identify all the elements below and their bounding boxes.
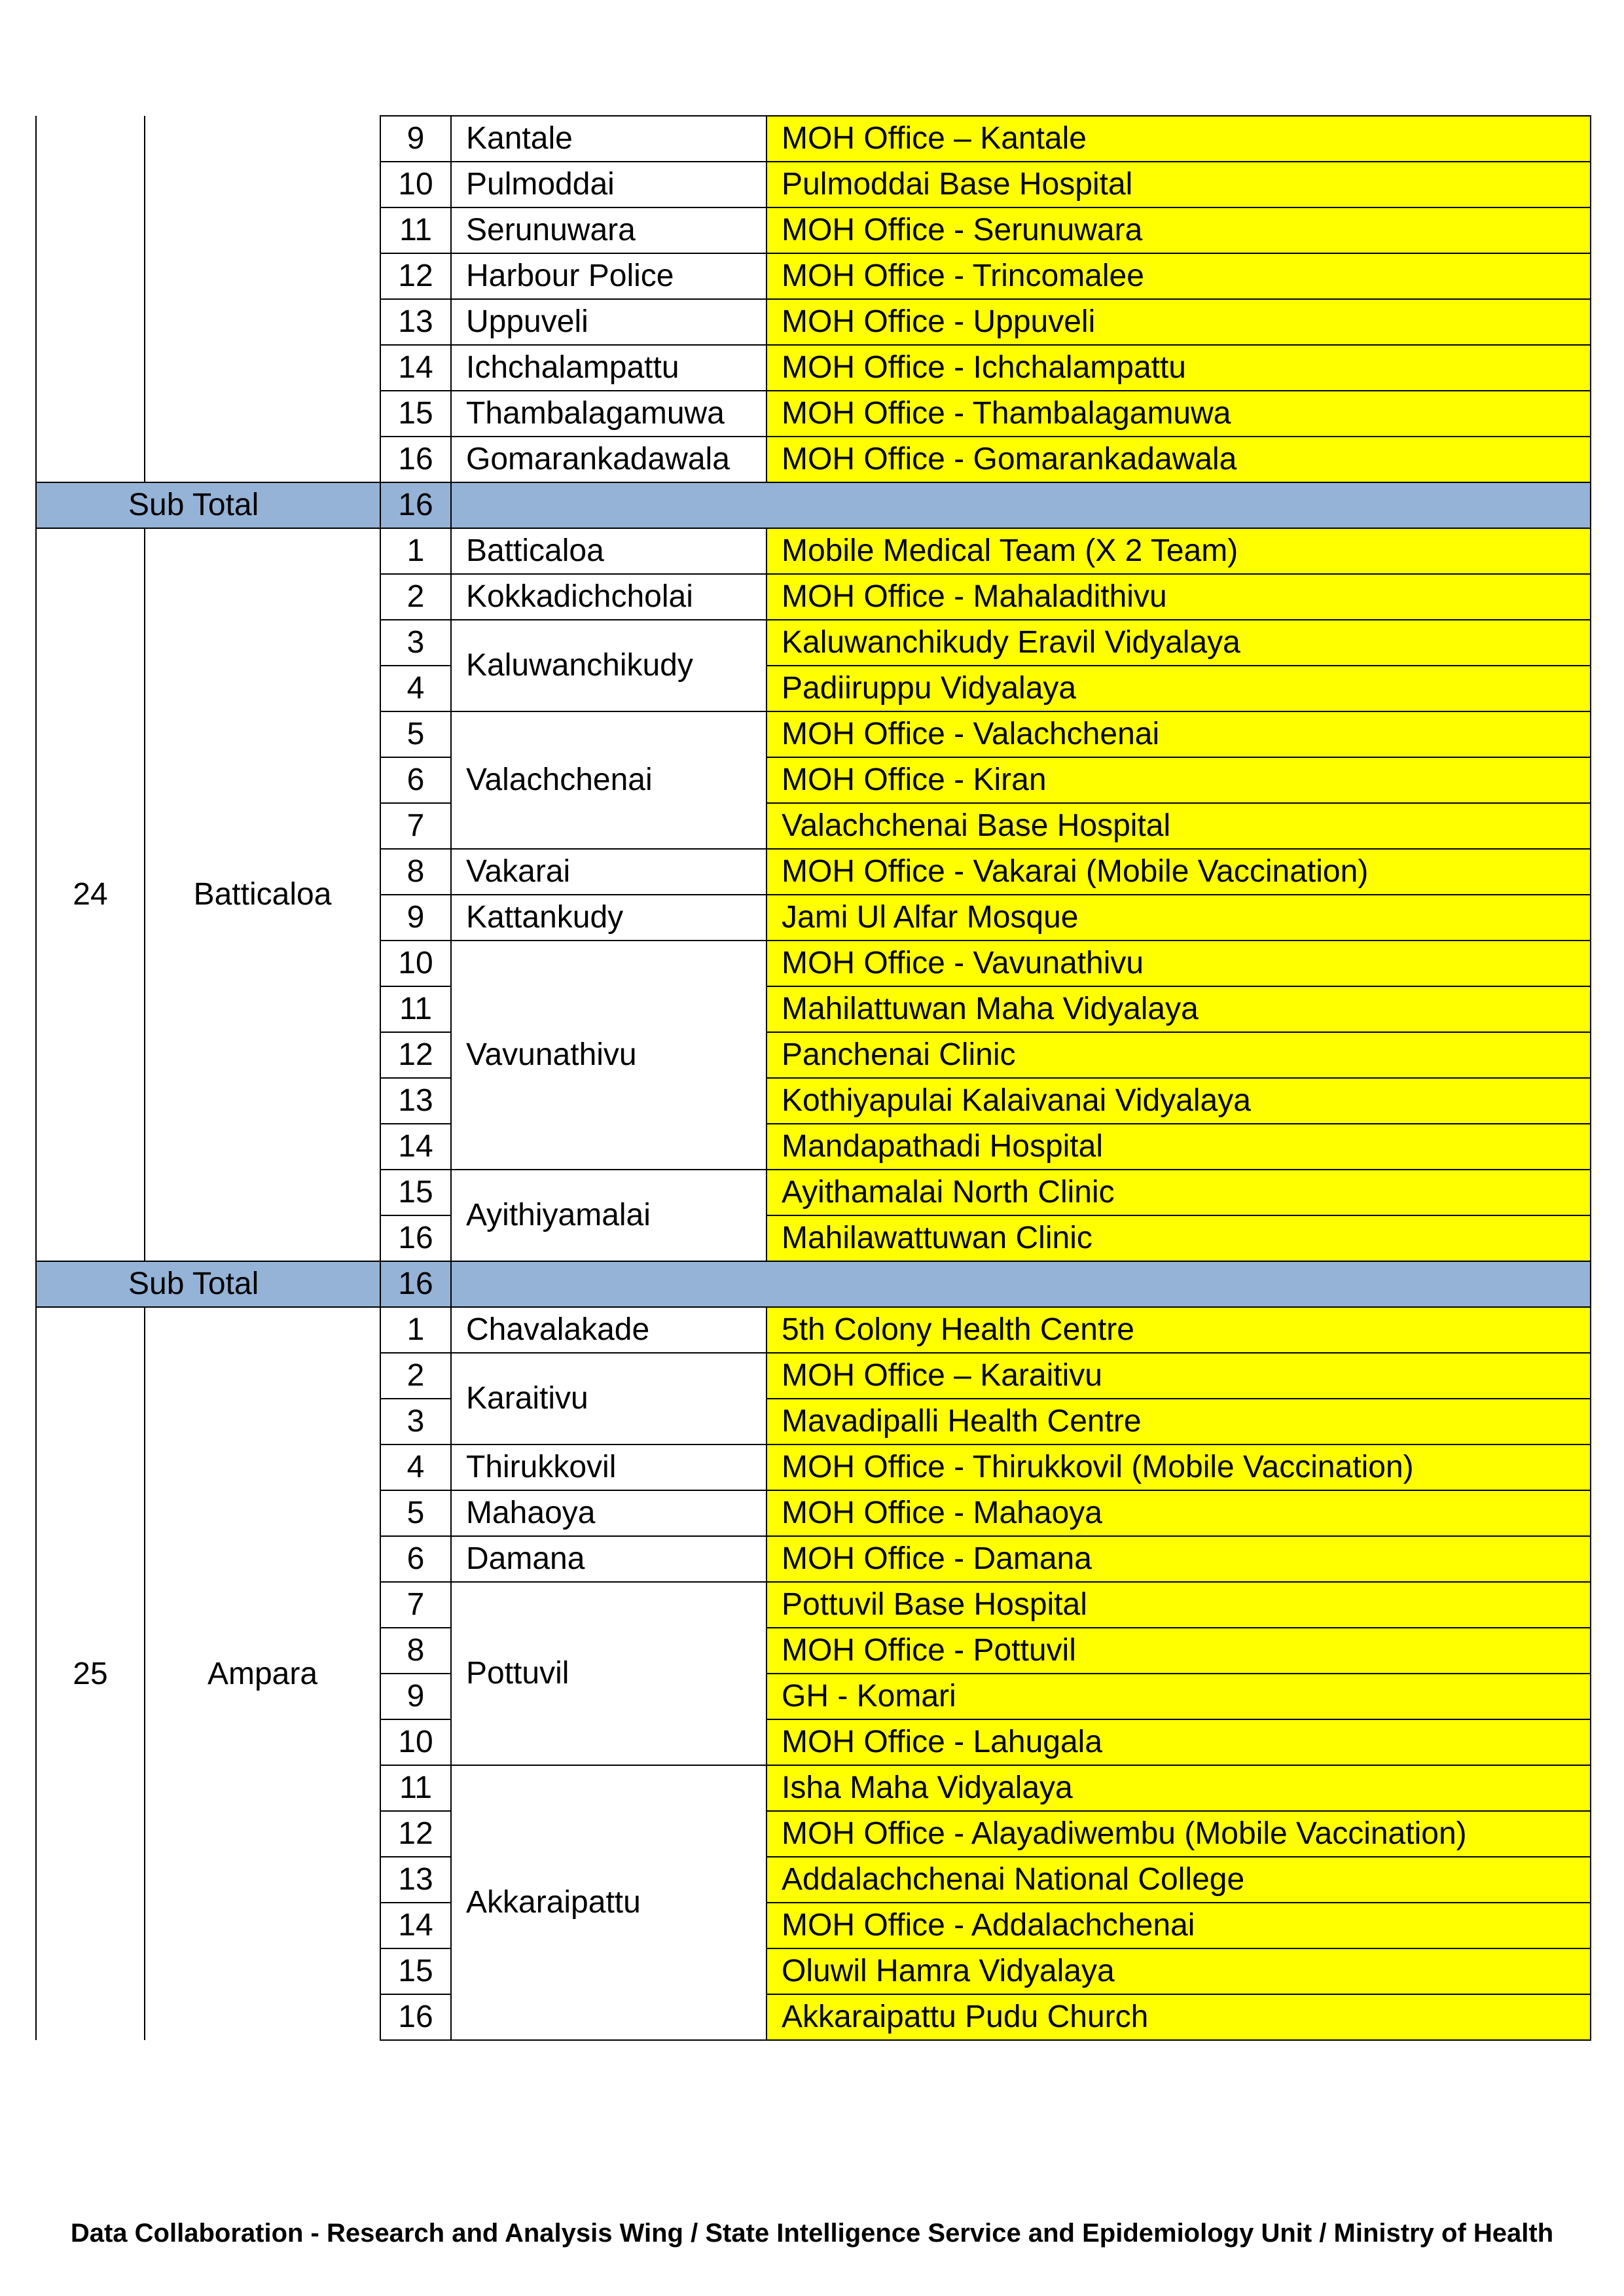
page-footer: Data Collaboration - Research and Analysis Wing / State Intelligence Service and Epidemiology Unit / Ministry of Health [70,2219,1554,2248]
site-number: 6 [380,757,451,803]
vaccination-site: MOH Office - Gomarankadawala [767,437,1591,482]
site-number: 2 [380,574,451,620]
vaccination-site: MOH Office - Pottuvil [767,1628,1591,1674]
table-row [36,528,1591,574]
vaccination-site: Ayithamalai North Clinic [767,1170,1591,1215]
moh-area: Mahaoya [451,1490,767,1536]
vaccination-site: MOH Office – Karaitivu [767,1353,1591,1399]
vaccination-site: MOH Office - Damana [767,1536,1591,1582]
moh-area: Kantale [451,116,767,162]
table-row [36,116,1591,162]
site-number: 15 [380,391,451,437]
site-number: 15 [380,1948,451,1994]
district-name: Batticaloa [145,528,380,1261]
site-number: 14 [380,1903,451,1948]
subtotal-value: 16 [380,1261,451,1307]
site-number: 7 [380,1582,451,1628]
moh-area: Pottuvil [451,1582,767,1765]
vaccination-site: MOH Office - Uppuveli [767,299,1591,345]
site-number: 13 [380,1857,451,1903]
site-number: 2 [380,1353,451,1399]
subtotal-row [36,482,1591,528]
vaccination-site: Valachchenai Base Hospital [767,803,1591,849]
site-number: 15 [380,1170,451,1215]
vaccination-site: Padiiruppu Vidyalaya [767,666,1591,711]
site-number: 1 [380,1307,451,1353]
site-number: 4 [380,666,451,711]
vaccination-site: MOH Office - Mahaladithivu [767,574,1591,620]
moh-area: Gomarankadawala [451,437,767,482]
site-number: 12 [380,1811,451,1857]
vaccination-site: Kothiyapulai Kalaivanai Vidyalaya [767,1078,1591,1124]
site-number: 10 [380,1719,451,1765]
site-number: 10 [380,162,451,207]
site-number: 11 [380,1765,451,1811]
moh-area: Kaluwanchikudy [451,620,767,711]
vaccination-site: Pulmoddai Base Hospital [767,162,1591,207]
site-number: 5 [380,1490,451,1536]
district-name [145,116,380,482]
site-number: 10 [380,941,451,986]
site-number: 12 [380,1032,451,1078]
moh-area: Harbour Police [451,253,767,299]
moh-area: Damana [451,1536,767,1582]
site-number: 9 [380,1674,451,1719]
vaccination-site: Panchenai Clinic [767,1032,1591,1078]
site-number: 8 [380,1628,451,1674]
vaccination-site: Oluwil Hamra Vidyalaya [767,1948,1591,1994]
vaccination-site: MOH Office - Trincomalee [767,253,1591,299]
site-number: 4 [380,1444,451,1490]
vaccination-site: MOH Office - Thambalagamuwa [767,391,1591,437]
vaccination-site: MOH Office - Addalachchenai [767,1903,1591,1948]
site-number: 9 [380,895,451,941]
subtotal-label: Sub Total [36,1261,380,1307]
district-number [36,116,145,482]
vaccination-site: MOH Office - Serunuwara [767,207,1591,253]
table-body [36,116,1591,2040]
district-number: 25 [36,1307,145,2040]
district-name: Ampara [145,1307,380,2040]
subtotal-row [36,1261,1591,1307]
site-number: 12 [380,253,451,299]
vaccination-site: Kaluwanchikudy Eravil Vidyalaya [767,620,1591,666]
vaccination-site: MOH Office - Valachchenai [767,711,1591,757]
site-number: 16 [380,1994,451,2040]
vaccination-site: Mandapathadi Hospital [767,1124,1591,1170]
vaccination-site: MOH Office - Ichchalampattu [767,345,1591,391]
site-number: 16 [380,1215,451,1261]
vaccination-site: Pottuvil Base Hospital [767,1582,1591,1628]
district-number: 24 [36,528,145,1261]
site-number: 16 [380,437,451,482]
vaccination-site: MOH Office - Lahugala [767,1719,1591,1765]
site-number: 3 [380,1399,451,1444]
moh-area: Kattankudy [451,895,767,941]
vaccination-site: MOH Office - Mahaoya [767,1490,1591,1536]
site-number: 6 [380,1536,451,1582]
vaccination-site: Akkaraipattu Pudu Church [767,1994,1591,2040]
vaccination-site: GH - Komari [767,1674,1591,1719]
moh-area: Vavunathivu [451,941,767,1170]
moh-area: Ichchalampattu [451,345,767,391]
site-number: 3 [380,620,451,666]
vaccination-site: MOH Office - Alayadiwembu (Mobile Vaccination) [767,1811,1591,1857]
vaccination-site: 5th Colony Health Centre [767,1307,1591,1353]
site-number: 8 [380,849,451,895]
moh-area: Karaitivu [451,1353,767,1444]
site-number: 13 [380,299,451,345]
site-number: 13 [380,1078,451,1124]
site-number: 5 [380,711,451,757]
subtotal-blank [451,1261,1591,1307]
vaccination-site: Isha Maha Vidyalaya [767,1765,1591,1811]
moh-area: Ayithiyamalai [451,1170,767,1261]
vaccination-site: MOH Office - Thirukkovil (Mobile Vaccination) [767,1444,1591,1490]
table-row [36,1307,1591,1353]
site-number: 14 [380,345,451,391]
vaccination-site: Mahilattuwan Maha Vidyalaya [767,986,1591,1032]
site-number: 1 [380,528,451,574]
subtotal-value: 16 [380,482,451,528]
moh-area: Vakarai [451,849,767,895]
moh-area: Kokkadichcholai [451,574,767,620]
site-number: 11 [380,986,451,1032]
moh-area: Chavalakade [451,1307,767,1353]
moh-area: Pulmoddai [451,162,767,207]
vaccination-site: Addalachchenai National College [767,1857,1591,1903]
vaccination-site: Jami Ul Alfar Mosque [767,895,1591,941]
vaccination-site: MOH Office - Vavunathivu [767,941,1591,986]
vaccination-site: MOH Office – Kantale [767,116,1591,162]
site-number: 11 [380,207,451,253]
vaccination-site: MOH Office - Vakarai (Mobile Vaccination) [767,849,1591,895]
moh-area: Uppuveli [451,299,767,345]
moh-area: Akkaraipattu [451,1765,767,2040]
subtotal-label: Sub Total [36,482,380,528]
site-number: 14 [380,1124,451,1170]
moh-area: Serunuwara [451,207,767,253]
vaccination-site: MOH Office - Kiran [767,757,1591,803]
moh-area: Batticaloa [451,528,767,574]
vaccination-centres-table [35,115,1591,2041]
site-number: 9 [380,116,451,162]
vaccination-site: Mahilawattuwan Clinic [767,1215,1591,1261]
vaccination-site: Mavadipalli Health Centre [767,1399,1591,1444]
vaccination-site: Mobile Medical Team (X 2 Team) [767,528,1591,574]
moh-area: Thirukkovil [451,1444,767,1490]
moh-area: Thambalagamuwa [451,391,767,437]
moh-area: Valachchenai [451,711,767,849]
subtotal-blank [451,482,1591,528]
site-number: 7 [380,803,451,849]
